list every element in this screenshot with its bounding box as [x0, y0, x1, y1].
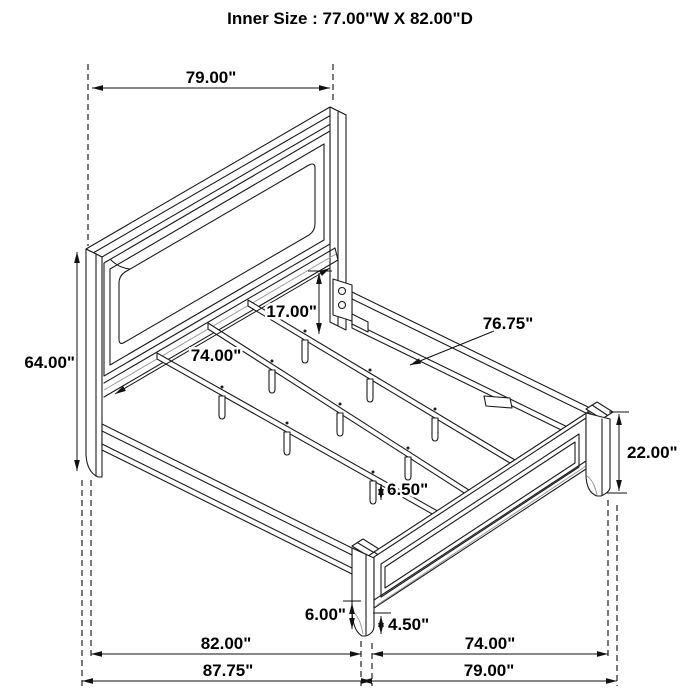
label-outer-depth: 87.75" [202, 661, 254, 680]
label-foot-leg-height: 6.00" [304, 605, 346, 624]
label-slat-rail-length: 76.75" [482, 314, 534, 333]
label-headboard-height: 64.00" [24, 353, 75, 372]
side-rail-right [333, 279, 588, 443]
label-foot-leg-lower: 4.50" [388, 615, 430, 634]
label-center-leg-height: 6.50" [387, 480, 429, 499]
rail-bracket [333, 279, 352, 321]
rail-junction-bracket [484, 396, 512, 408]
label-footboard-outer-width: 79.00" [463, 661, 515, 680]
dimension-labels [24, 68, 677, 680]
label-top-width: 79.00" [185, 68, 237, 87]
label-panel-to-rail: 17.00" [266, 302, 317, 321]
label-footboard-inner-width: 74.00" [464, 634, 516, 653]
diagram-title: Inner Size : 77.00"W X 82.00"D [227, 9, 473, 28]
label-footboard-height: 22.00" [627, 443, 678, 462]
footboard [352, 402, 613, 636]
label-inner-depth: 82.00" [200, 634, 252, 653]
headboard [86, 107, 346, 477]
label-headboard-inner-width: 74.00" [190, 346, 242, 365]
extension-lines [82, 64, 617, 686]
